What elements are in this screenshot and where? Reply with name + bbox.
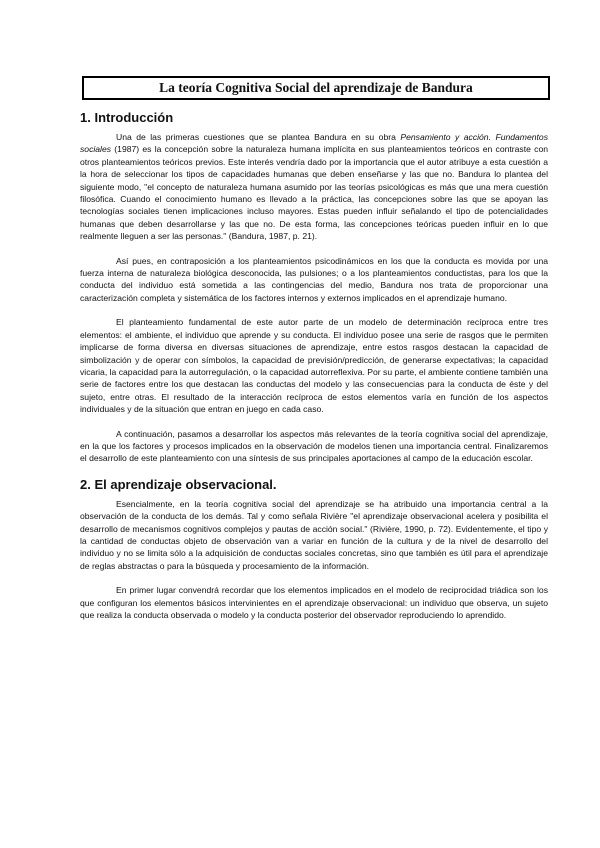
paragraph-intro-4: A continuación, pasamos a desarrollar los aspectos más relevantes de la teoría cognitiva social del aprendizaje, en la que los factores y procesos implicados en la observación de modelos tienen una importancia central. Finalizaremos el desarrollo de este planteamiento con una síntesis de sus principales aportaciones al campo de la educación escolar. — [80, 428, 548, 464]
paragraph-text: (1987) es la concepción sobre la naturaleza humana implícita en sus planteamientos teóricos en contraste con otros planteamientos teóricos previos. Este interés vendría dado por la importancia que el autor atribuye a esta cuestión a la hora de seleccionar los tipos de capacidades humanas que deben enseñarse y las que no. Bandura lo plantea del siguiente modo, "el concepto de naturaleza humana asumido por las teorías psicológicas es más que una mera cuestión filosófica. Cuando el conocimiento humano es llevado a la práctica, las concepciones sobre las que se apoyan las tecnologías sociales tienen implicaciones incluso mayores. Estas pueden influir señalando el tipo de potencialidades humanas que deben desarrollarse y las que no. De esta forma, las concepciones teóricas pueden influir en lo que realmente lleguen a ser las personas." (Bandura, 1987, p. 21). — [80, 144, 548, 242]
paragraph-text: Una de las primeras cuestiones que se plantea Bandura en su obra — [116, 132, 401, 142]
paragraph-intro-2: Así pues, en contraposición a los planteamientos psicodinámicos en los que la conducta es movida por una fuerza interna de naturaleza biológica desconocida, las pulsiones; o a los planteamientos conductistas, para los que la conducta del individuo está sometida a las contingencias del medio, Bandura nos trata de proporcionar una caracterización completa y sistemática de los factores internos y externos implicados en el aprendizaje humano. — [80, 255, 548, 303]
paragraph-observacional-1: Esencialmente, en la teoría cognitiva social del aprendizaje se ha atribuido una importancia central a la observación de la conducta de los demás. Tal y como señala Rivière "el aprendizaje observacional acelera y posibilita el desarrollo de mecanismos cognitivos complejos y pautas de acción social." (Rivière, 1990, p. 72). Evidentemente, el tipo y la cantidad de conductas objeto de observación van a variar en función de la cultura y de la nivel de desarrollo del individuo y no se limita sólo a la adquisición de conductas sociales concretas, sino que también es útil para el aprendizaje de reglas abstractas o para la búsqueda y procesamiento de la información. — [80, 498, 548, 571]
paragraph-observacional-2: En primer lugar convendrá recordar que los elementos implicados en el modelo de reciprocidad triádica son los que configuran los elementos básicos intervinientes en el aprendizaje observacional: un individuo que observa, un sujeto que realiza la conducta observada o modelo y la conducta posterior del observador reproduciendo lo aprendido. — [80, 585, 548, 620]
book-title-italic: Pensamiento y acción. Fundamentos sociales — [80, 132, 548, 155]
paragraph-intro-1 — [80, 131, 548, 243]
document-title: La teoría Cognitiva Social del aprendizaje de Bandura — [82, 76, 550, 100]
paragraph-intro-3: El planteamiento fundamental de este autor parte de un modelo de determinación recíproca entre tres elementos: el ambiente, el individuo que aprende y su conducta. El individuo posee una serie de rasgos que le permiten implicarse de forma diversa en diversas situaciones de aprendizaje, entre estos rasgos destacan la capacidad de simbolización y de operar con símbolos, la capacidad de previsión/predicción, de generarse expectativas; la capacidad vicaria, la capacidad para la autorregulación, o la capacidad autorreflexiva. Por su parte, el ambiente contiene también una serie de factores entre los que destacan las conductas del modelo y las consecuencias para la conducta de éste y del sujeto, entre otras. El resultado de la interacción recíproca de estos elementos varía en función de los aspectos individuales y de la situación que entran en juego en cada caso. — [80, 317, 548, 415]
section-heading-introduccion: 1. Introducción — [80, 110, 174, 125]
document-page — [80, 76, 548, 633]
section-heading-aprendizaje-observacional: 2. El aprendizaje observacional. — [80, 476, 277, 492]
